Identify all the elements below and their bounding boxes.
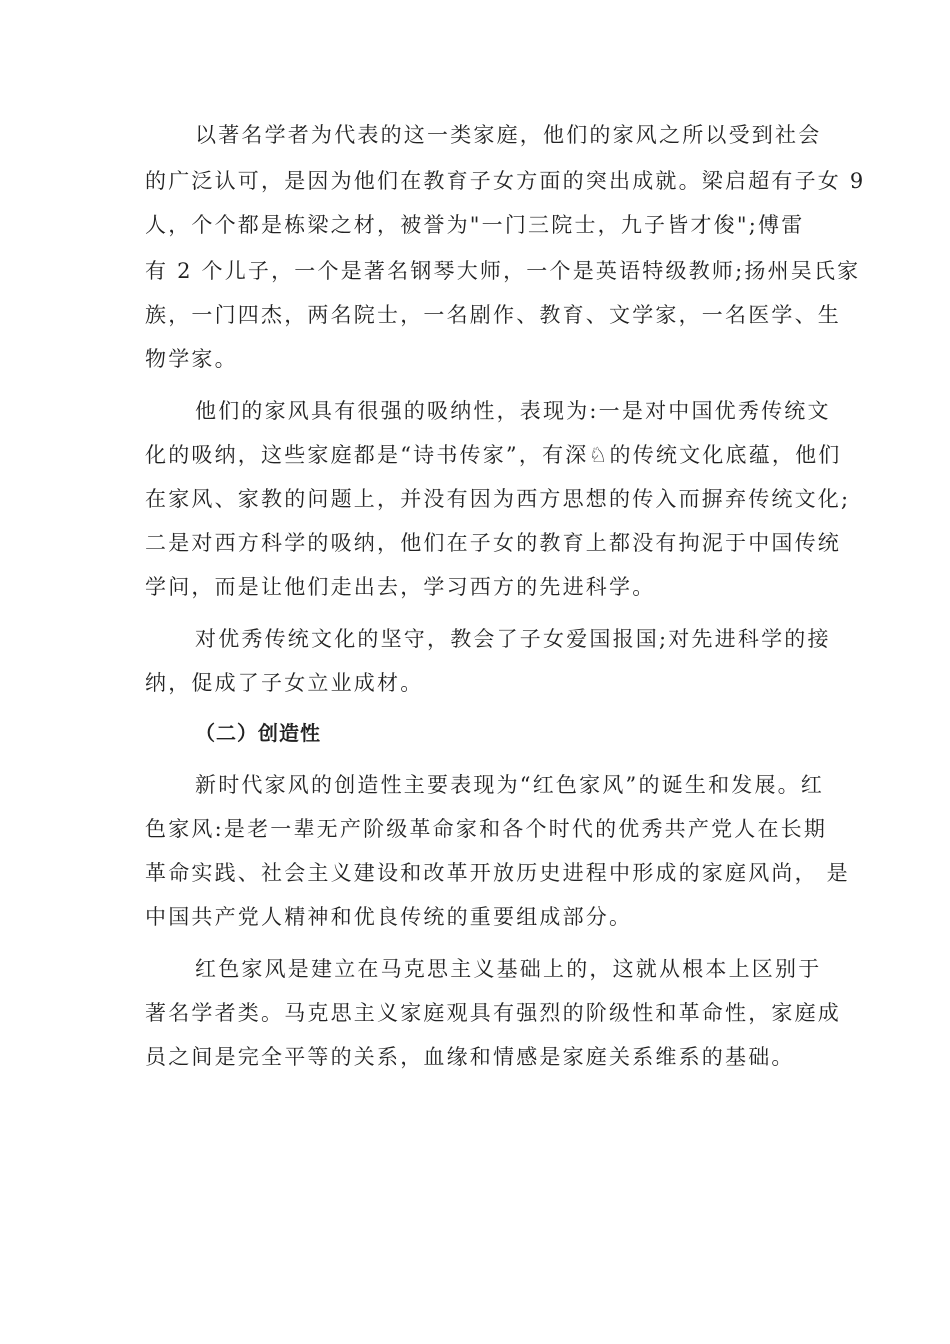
paragraph-5-line-3: 员之间是完全平等的关系，血缘和情感是家庭关系维系的基础。 bbox=[145, 1045, 795, 1069]
paragraph-5-line-1: 红色家风是建立在马克思主义基础上的，这就从根本上区别于 bbox=[195, 957, 822, 981]
paragraph-1-line-2: 的广泛认可，是因为他们在教育子女方面的突出成就。梁启超有子女 9 bbox=[145, 169, 866, 193]
paragraph-1-line-1: 以著名学者为代表的这一类家庭，他们的家风之所以受到社会 bbox=[195, 123, 822, 147]
section-heading: （二）创造性 bbox=[195, 721, 321, 745]
paragraph-2-line-2: 化的吸纳，这些家庭都是“诗书传家”，有深♘的传统文化底蕴，他们 bbox=[145, 443, 842, 467]
paragraph-4-line-4: 中国共产党人精神和优良传统的重要组成部分。 bbox=[145, 905, 633, 929]
paragraph-4-line-2: 色家风:是老一辈无产阶级革命家和各个时代的优秀共产党人在长期 bbox=[145, 817, 828, 841]
paragraph-2-line-1: 他们的家风具有很强的吸纳性，表现为:一是对中国优秀传统文 bbox=[195, 399, 831, 423]
paragraph-2-line-5: 学问，而是让他们走出去，学习西方的先进科学。 bbox=[145, 575, 656, 599]
paragraph-5-line-2: 著名学者类。马克思主义家庭观具有强烈的阶级性和革命性，家庭成 bbox=[145, 1001, 841, 1025]
paragraph-1-line-6: 物学家。 bbox=[145, 347, 238, 371]
paragraph-4-line-3: 革命实践、社会主义建设和改革开放历史进程中形成的家庭风尚， 是 bbox=[145, 861, 850, 885]
paragraph-3-line-1: 对优秀传统文化的坚守，教会了子女爱国报国;对先进科学的接 bbox=[195, 627, 831, 651]
paragraph-2-line-3: 在家风、家教的问题上，并没有因为西方思想的传入而摒弃传统文化; bbox=[145, 487, 851, 511]
paragraph-4-line-1: 新时代家风的创造性主要表现为“红色家风”的诞生和发展。红 bbox=[195, 773, 825, 797]
paragraph-1-line-5: 族，一门四杰，两名院士，一名剧作、教育、文学家，一名医学、生 bbox=[145, 303, 841, 327]
paragraph-1-line-4: 有 2 个儿子，一个是著名钢琴大师，一个是英语特级教师;扬州吴氏家 bbox=[145, 259, 861, 283]
paragraph-2-line-4: 二是对西方科学的吸纳，他们在子女的教育上都没有拘泥于中国传统 bbox=[145, 531, 841, 555]
paragraph-3-line-2: 纳，促成了子女立业成材。 bbox=[145, 671, 424, 695]
paragraph-1-line-3: 人，个个都是栋梁之材，被誉为"一门三院士，九子皆才俊";傅雷 bbox=[145, 213, 805, 237]
